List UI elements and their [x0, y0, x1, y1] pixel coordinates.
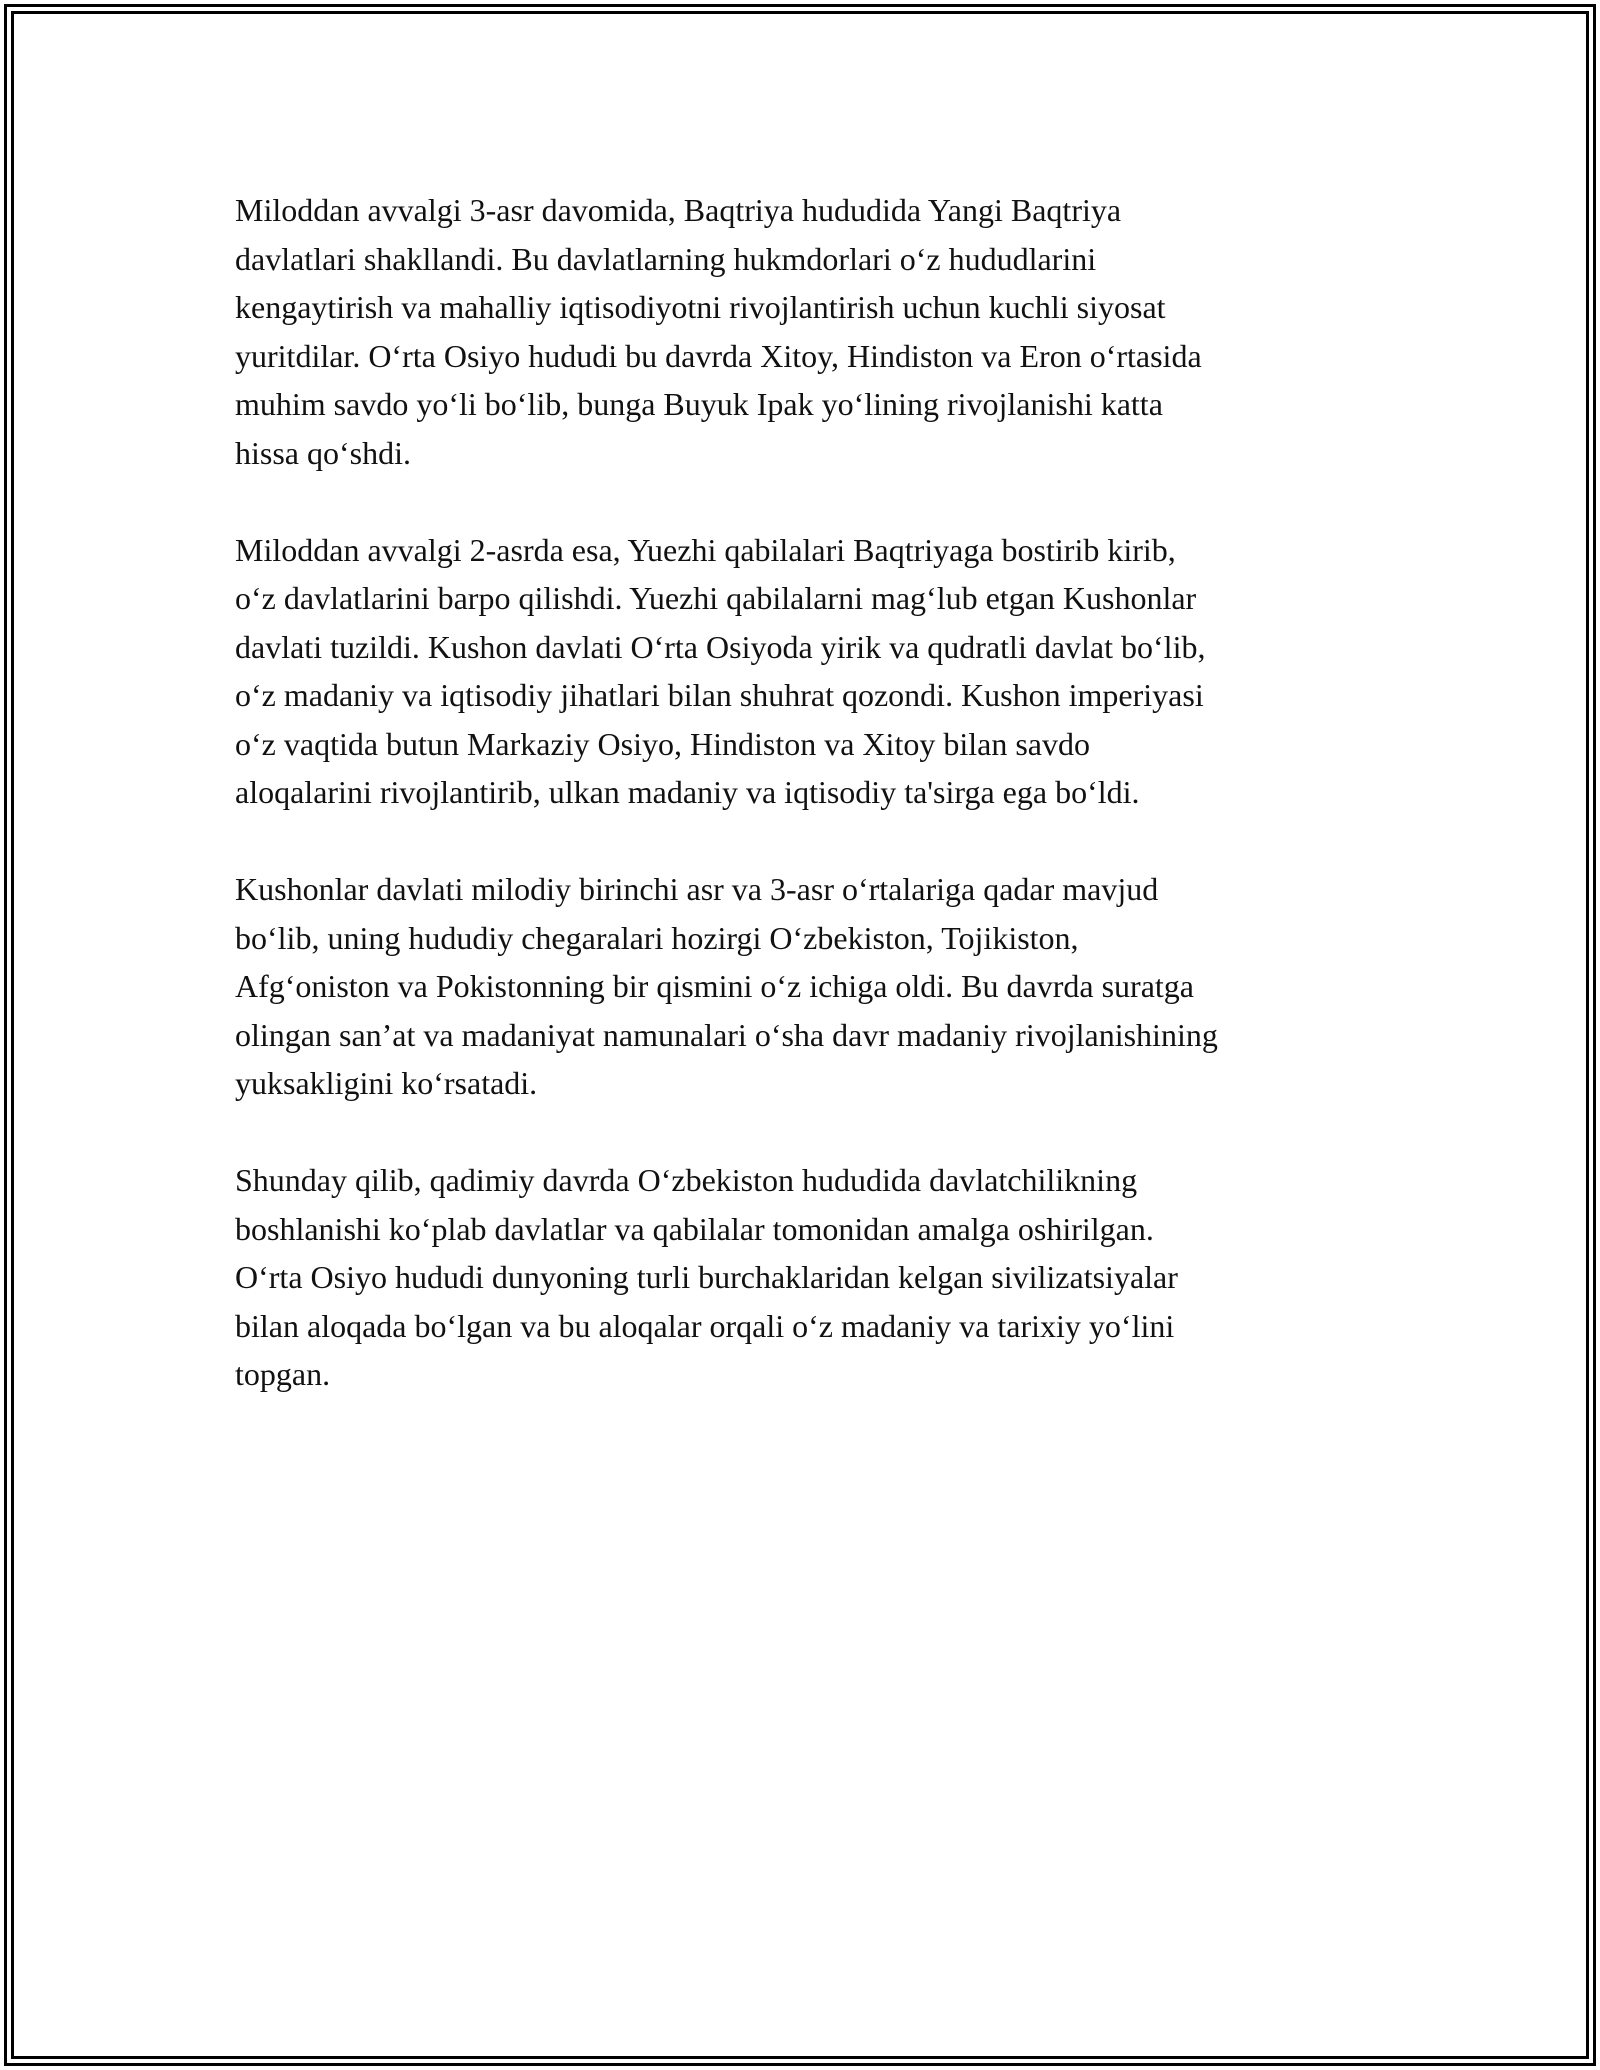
text-line: O‘rta Osiyo hududi dunyoning turli burchaklaridan kelgan sivilizatsiyalar: [235, 1259, 1178, 1295]
text-line: muhim savdo yo‘li bo‘lib, bunga Buyuk Ipak yo‘lining rivojlanishi katta: [235, 386, 1163, 422]
text-line: Shunday qilib, qadimiy davrda O‘zbekiston hududida davlatchilikning: [235, 1162, 1138, 1198]
text-line: aloqalarini rivojlantirib, ulkan madaniy va iqtisodiy ta'sirga ega bo‘ldi.: [235, 774, 1140, 810]
text-line: yuksakligini ko‘rsatadi.: [235, 1065, 538, 1101]
text-line: bo‘lib, uning hududiy chegaralari hozirgi O‘zbekiston, Tojikiston,: [235, 919, 1079, 956]
text-line: o‘z vaqtida butun Markaziy Osiyo, Hindiston va Xitoy bilan savdo: [235, 725, 1090, 762]
text-line: Miloddan avvalgi 2-asrda esa, Yuezhi qabilalari Baqtriyaga bostirib kirib,: [235, 531, 1176, 568]
document-body: [235, 186, 1395, 1447]
text-line: hissa qo‘shdi.: [235, 434, 411, 471]
text-line: topgan.: [235, 1356, 331, 1392]
text-line: kengaytirish va mahalliy iqtisodiyotni rivojlantirish uchun kuchli siyosat: [235, 289, 1166, 325]
paragraph-3: [235, 865, 1395, 1108]
text-line: o‘z davlatlarini barpo qilishdi. Yuezhi qabilalarni mag‘lub etgan Kushonlar: [235, 580, 1197, 616]
text-line: bilan aloqada bo‘lgan va bu aloqalar orqali o‘z madaniy va tarixiy yo‘lini: [235, 1307, 1175, 1344]
text-line: davlati tuzildi. Kushon davlati O‘rta Osiyoda yirik va qudratli davlat bo‘lib,: [235, 628, 1206, 665]
text-line: olingan san’at va madaniyat namunalari o‘sha davr madaniy rivojlanishining: [235, 1016, 1218, 1053]
paragraph-4: [235, 1156, 1395, 1399]
text-line: Kushonlar davlati milodiy birinchi asr va 3-asr o‘rtalariga qadar mavjud: [235, 871, 1159, 907]
text-line: davlatlari shakllandi. Bu davlatlarning hukmdorlari o‘z hududlarini: [235, 240, 1097, 277]
text-line: Afg‘oniston va Pokistonning bir qismini o‘z ichiga oldi. Bu davrda suratga: [235, 968, 1194, 1004]
paragraph-1: [235, 186, 1395, 477]
text-line: boshlanishi ko‘plab davlatlar va qabilalar tomonidan amalga oshirilgan.: [235, 1210, 1154, 1247]
text-line: yuritdilar. O‘rta Osiyo hududi bu davrda Xitoy, Hindiston va Eron o‘rtasida: [235, 337, 1202, 374]
text-line: o‘z madaniy va iqtisodiy jihatlari bilan shuhrat qozondi. Kushon imperiyasi: [235, 677, 1204, 713]
text-line: Miloddan avvalgi 3-asr davomida, Baqtriya hududida Yangi Baqtriya: [235, 192, 1122, 228]
paragraph-2: [235, 526, 1395, 817]
